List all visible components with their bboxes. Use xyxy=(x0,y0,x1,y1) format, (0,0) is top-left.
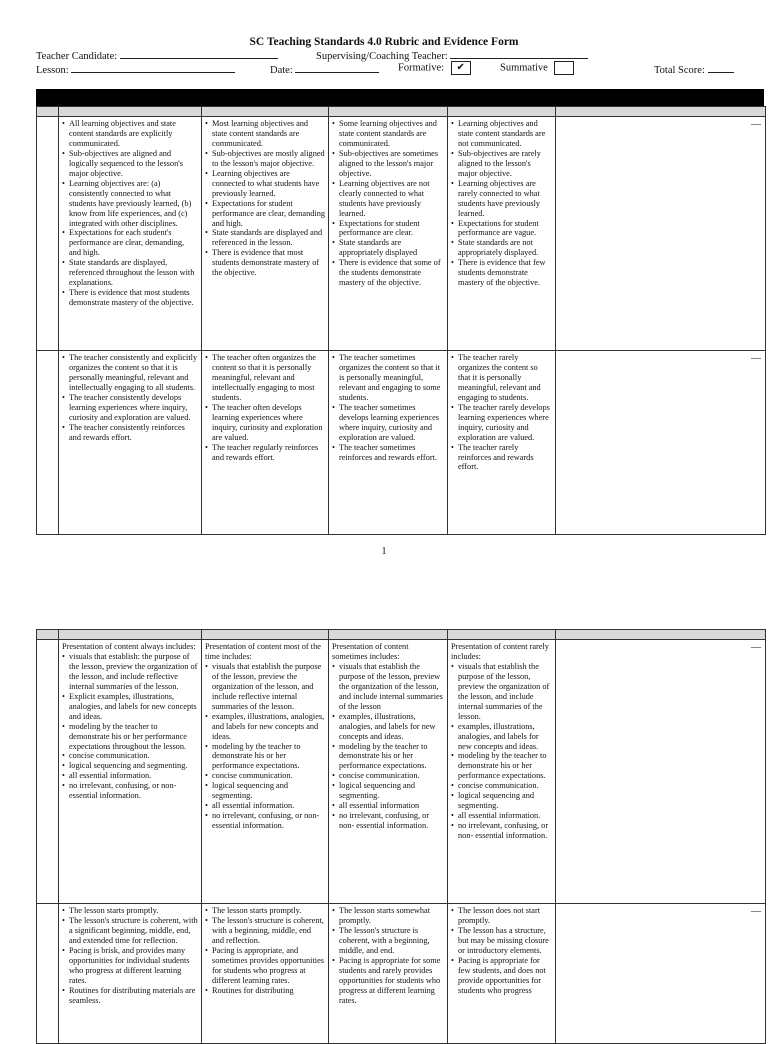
criteria-list xyxy=(205,662,325,831)
criteria-list xyxy=(62,906,198,1006)
criteria-item: • no irrelevant, confusing, or non- essential information. xyxy=(458,821,552,841)
summative-checkbox[interactable] xyxy=(554,61,574,75)
score-evidence-cell[interactable] xyxy=(556,640,766,904)
lesson-label: Lesson: xyxy=(36,65,69,76)
level-3-cell xyxy=(202,904,329,1044)
criteria-item: • all essential information xyxy=(339,801,444,811)
score-evidence-cell[interactable] xyxy=(556,904,766,1044)
level-1-cell xyxy=(448,640,556,904)
rubric-row xyxy=(37,904,766,1044)
criteria-item: • There is evidence that some of the students demonstrate mastery of the objective. xyxy=(339,258,444,288)
level-3-cell xyxy=(202,640,329,904)
criteria-list xyxy=(451,353,552,472)
criteria-item: • Sub-objectives are rarely aligned to the lesson's major objective. xyxy=(458,149,552,179)
criteria-item: • The teacher rarely reinforces and rewards effort. xyxy=(458,443,552,473)
criteria-item: • no irrelevant, confusing, or non- essential information. xyxy=(212,811,325,831)
criteria-item: • The lesson does not start promptly. xyxy=(458,906,552,926)
formative-checkbox[interactable]: ✔ xyxy=(451,61,471,75)
criteria-item: • The lesson's structure is coherent, with a beginning, middle, end and reflection. xyxy=(212,916,325,946)
rubric-row xyxy=(37,640,766,904)
formative-field[interactable] xyxy=(398,61,471,75)
level-2-cell xyxy=(329,117,448,351)
teacher-candidate-input[interactable] xyxy=(120,49,278,59)
section-header-band xyxy=(36,89,764,106)
supervising-teacher-label: Supervising/Coaching Teacher: xyxy=(316,51,448,62)
criteria-item: • Expectations for each student's performance are clear, demanding, and high. xyxy=(69,228,198,258)
criteria-item: • All learning objectives and state content standards are explicitly communicated. xyxy=(69,119,198,149)
level-2-cell xyxy=(329,904,448,1044)
criteria-list xyxy=(62,119,198,308)
criteria-item: • Pacing is appropriate, and sometimes provides opportunities for students who progress at different learning rates. xyxy=(212,946,325,986)
criteria-item: • modeling by the teacher to demonstrate his or her performance expectations throughout the lesson. xyxy=(69,722,198,752)
criteria-item: • concise communication. xyxy=(69,751,198,761)
criteria-list xyxy=(332,353,444,462)
level-3-cell xyxy=(202,351,329,535)
formative-label: Formative: xyxy=(398,62,445,74)
criteria-list xyxy=(451,662,552,841)
criteria-item: • Learning objectives are rarely connected to what students have previously learned. xyxy=(458,179,552,219)
criteria-list xyxy=(332,906,444,1006)
criteria-item: • The lesson's structure is coherent, with a beginning, middle, and end. xyxy=(339,926,444,956)
criteria-item: • The lesson's structure is coherent, with a significant beginning, middle, end, and extended time for reflection. xyxy=(69,916,198,946)
criteria-item: • Explicit examples, illustrations, analogies, and labels for new concepts and ideas. xyxy=(69,692,198,722)
total-score-field[interactable] xyxy=(654,63,734,76)
criteria-item: • State standards are not appropriately displayed. xyxy=(458,238,552,258)
criteria-item: • examples, illustrations, analogies, and labels for new concepts and ideas. xyxy=(212,712,325,742)
criteria-item: • State standards are displayed and referenced in the lesson. xyxy=(212,228,325,248)
criteria-item: • all essential information. xyxy=(458,811,552,821)
total-score-input[interactable] xyxy=(708,63,734,73)
criteria-list xyxy=(62,353,198,443)
criteria-item: • modeling by the teacher to demonstrate his or her performance expectations. xyxy=(458,751,552,781)
criteria-item: • concise communication. xyxy=(339,771,444,781)
criteria-item: • There is evidence that most students demonstrate mastery of the objective. xyxy=(69,288,198,308)
criteria-item: • Learning objectives are not clearly connected to what students have previously learned. xyxy=(339,179,444,219)
level-1-cell xyxy=(448,117,556,351)
cell-intro: Presentation of content most of the time includes: xyxy=(205,642,321,661)
criteria-item: • concise communication. xyxy=(458,781,552,791)
score-dash: — xyxy=(751,119,761,130)
criteria-item: • modeling by the teacher to demonstrate his or her performance expectations. xyxy=(339,742,444,772)
level-3-cell xyxy=(202,117,329,351)
criteria-item: • no irrelevant, confusing, or non- essential information. xyxy=(339,811,444,831)
criteria-list xyxy=(205,906,325,996)
document-title: SC Teaching Standards 4.0 Rubric and Evidence Form xyxy=(249,36,519,48)
criteria-item: • The lesson starts promptly. xyxy=(212,906,325,916)
level-1-cell xyxy=(448,904,556,1044)
criteria-item: • Sub-objectives are aligned and logically sequenced to the lesson's major objective. xyxy=(69,149,198,179)
level-4-cell xyxy=(59,117,202,351)
criteria-item: • The teacher sometimes develops learning experiences where inquiry, curiosity and exploration are valued. xyxy=(339,403,444,443)
column-header-row xyxy=(37,630,766,640)
indicator-cell xyxy=(37,351,59,535)
score-dash: — xyxy=(751,642,761,653)
score-dash: — xyxy=(751,353,761,364)
criteria-item: • State standards are displayed, referenced throughout the lesson with explanations. xyxy=(69,258,198,288)
column-header-row xyxy=(37,107,766,117)
page-number: 1 xyxy=(381,546,387,557)
criteria-list xyxy=(451,906,552,996)
criteria-item: • The lesson has a structure, but may be missing closure or introductory elements. xyxy=(458,926,552,956)
criteria-item: • Pacing is appropriate for some students and rarely provides opportunities for students who progress at different learning rates. xyxy=(339,956,444,1006)
criteria-item: • modeling by the teacher to demonstrate his or her performance expectations. xyxy=(212,742,325,772)
criteria-item: • all essential information. xyxy=(69,771,198,781)
criteria-item: • Learning objectives are: (a) consistently connected to what students have previously learned, (b) know from life experiences, and (c) integrated with other disciplines. xyxy=(69,179,198,229)
lesson-field[interactable] xyxy=(36,63,235,76)
criteria-item: • visuals that establish the purpose of the lesson, preview the organization of the lesson, and include internal summaries of the lesson xyxy=(339,662,444,712)
date-field[interactable] xyxy=(270,63,379,76)
criteria-item: • Pacing is brisk, and provides many opportunities for individual students who progress at different learning rates. xyxy=(69,946,198,986)
summative-field[interactable] xyxy=(500,61,574,75)
criteria-item: • examples, illustrations, analogies, and labels for new concepts and ideas. xyxy=(458,722,552,752)
date-label: Date: xyxy=(270,65,293,76)
criteria-list xyxy=(332,119,444,288)
criteria-item: • logical sequencing and segmenting. xyxy=(69,761,198,771)
teacher-candidate-label: Teacher Candidate: xyxy=(36,51,118,62)
criteria-item: • The teacher consistently develops learning experiences where inquiry, curiosity and exploration are valued. xyxy=(69,393,198,423)
indicator-cell xyxy=(37,640,59,904)
criteria-item: • examples, illustrations, analogies, and labels for new concepts and ideas. xyxy=(339,712,444,742)
criteria-item: • logical sequencing and segmenting. xyxy=(339,781,444,801)
criteria-item: • The teacher regularly reinforces and rewards effort. xyxy=(212,443,325,463)
supervising-teacher-input[interactable] xyxy=(450,49,588,59)
level-1-cell xyxy=(448,351,556,535)
criteria-item: • Expectations for student performance are clear, demanding and high. xyxy=(212,199,325,229)
criteria-item: • The lesson starts somewhat promptly. xyxy=(339,906,444,926)
criteria-item: • The teacher rarely organizes the content so that it is personally meaningful, relevant and engaging to students. xyxy=(458,353,552,403)
form-header xyxy=(0,0,768,80)
criteria-item: • Expectations for student performance are vague. xyxy=(458,219,552,239)
criteria-item: • Some learning objectives and state content standards are communicated. xyxy=(339,119,444,149)
criteria-item: • Sub-objectives are sometimes aligned to the lesson's major objective. xyxy=(339,149,444,179)
criteria-item: • visuals that establish the purpose of the lesson, preview the organization of the lesson, and include reflective internal summaries of the lesson. xyxy=(212,662,325,712)
criteria-item: • Sub-objectives are mostly aligned to the lesson's major objective. xyxy=(212,149,325,169)
level-2-cell xyxy=(329,351,448,535)
criteria-item: • logical sequencing and segmenting. xyxy=(212,781,325,801)
criteria-item: • The lesson starts promptly. xyxy=(69,906,198,916)
criteria-item: • The teacher often develops learning experiences where inquiry, curiosity and exploration are valued. xyxy=(212,403,325,443)
level-2-cell xyxy=(329,640,448,904)
criteria-item: • Routines for distributing materials are seamless. xyxy=(69,986,198,1006)
indicator-cell xyxy=(37,117,59,351)
criteria-list xyxy=(332,662,444,831)
criteria-list xyxy=(205,119,325,278)
criteria-item: • The teacher consistently reinforces and rewards effort. xyxy=(69,423,198,443)
lesson-input[interactable] xyxy=(71,63,235,73)
criteria-item: • no irrelevant, confusing, or non-essential information. xyxy=(69,781,198,801)
cell-intro: Presentation of content always includes: xyxy=(62,642,196,651)
criteria-item: • Pacing is appropriate for few students, and does not provide opportunities for students who progress xyxy=(458,956,552,996)
criteria-item: • Routines for distributing xyxy=(212,986,325,996)
criteria-item: • Learning objectives are connected to what students have previously learned. xyxy=(212,169,325,199)
score-dash: — xyxy=(751,906,761,917)
criteria-item: • The teacher rarely develops learning experiences where inquiry, curiosity and exploration are valued. xyxy=(458,403,552,443)
criteria-list xyxy=(62,652,198,801)
criteria-list xyxy=(451,119,552,288)
criteria-item: • State standards are appropriately displayed xyxy=(339,238,444,258)
criteria-item: • The teacher consistently and explicitly organizes the content so that it is personally meaningful, relevant and intellectually engaging to all students. xyxy=(69,353,198,393)
criteria-item: • There is evidence that few students demonstrate mastery of the objective. xyxy=(458,258,552,288)
level-4-cell xyxy=(59,640,202,904)
criteria-item: • The teacher often organizes the content so that it is personally meaningful, relevant and intellectually engaging to most students. xyxy=(212,353,325,403)
rubric-table-page2 xyxy=(36,629,766,1044)
criteria-list xyxy=(205,353,325,462)
criteria-item: • Learning objectives and state content standards are not communicated. xyxy=(458,119,552,149)
total-score-label: Total Score: xyxy=(654,65,705,76)
date-input[interactable] xyxy=(295,63,379,73)
cell-intro: Presentation of content rarely includes: xyxy=(451,642,549,661)
teacher-candidate-field[interactable] xyxy=(36,49,278,62)
criteria-item: • all essential information. xyxy=(212,801,325,811)
score-evidence-cell[interactable] xyxy=(556,351,766,535)
rubric-row xyxy=(37,351,766,535)
cell-intro: Presentation of content sometimes includes: xyxy=(332,642,409,661)
criteria-item: • The teacher sometimes reinforces and rewards effort. xyxy=(339,443,444,463)
level-4-cell xyxy=(59,904,202,1044)
criteria-item: • visuals that establish: the purpose of the lesson, preview the organization of the lesson, and include reflective internal summaries of the lesson. xyxy=(69,652,198,692)
rubric-row xyxy=(37,117,766,351)
criteria-item: • logical sequencing and segmenting. xyxy=(458,791,552,811)
level-4-cell xyxy=(59,351,202,535)
indicator-cell xyxy=(37,904,59,1044)
criteria-item: • There is evidence that most students demonstrate mastery of the objective. xyxy=(212,248,325,278)
criteria-item: • Most learning objectives and state content standards are communicated. xyxy=(212,119,325,149)
criteria-item: • The teacher sometimes organizes the content so that it is personally meaningful, relevant and engaging to some students. xyxy=(339,353,444,403)
criteria-item: • concise communication. xyxy=(212,771,325,781)
rubric-table-page1 xyxy=(36,106,766,535)
summative-label: Summative xyxy=(500,62,548,74)
score-evidence-cell[interactable] xyxy=(556,117,766,351)
criteria-item: • Expectations for student performance are clear. xyxy=(339,219,444,239)
criteria-item: • visuals that establish the purpose of the lesson, preview the organization of the lesson, and include internal summaries of the lesson. xyxy=(458,662,552,722)
